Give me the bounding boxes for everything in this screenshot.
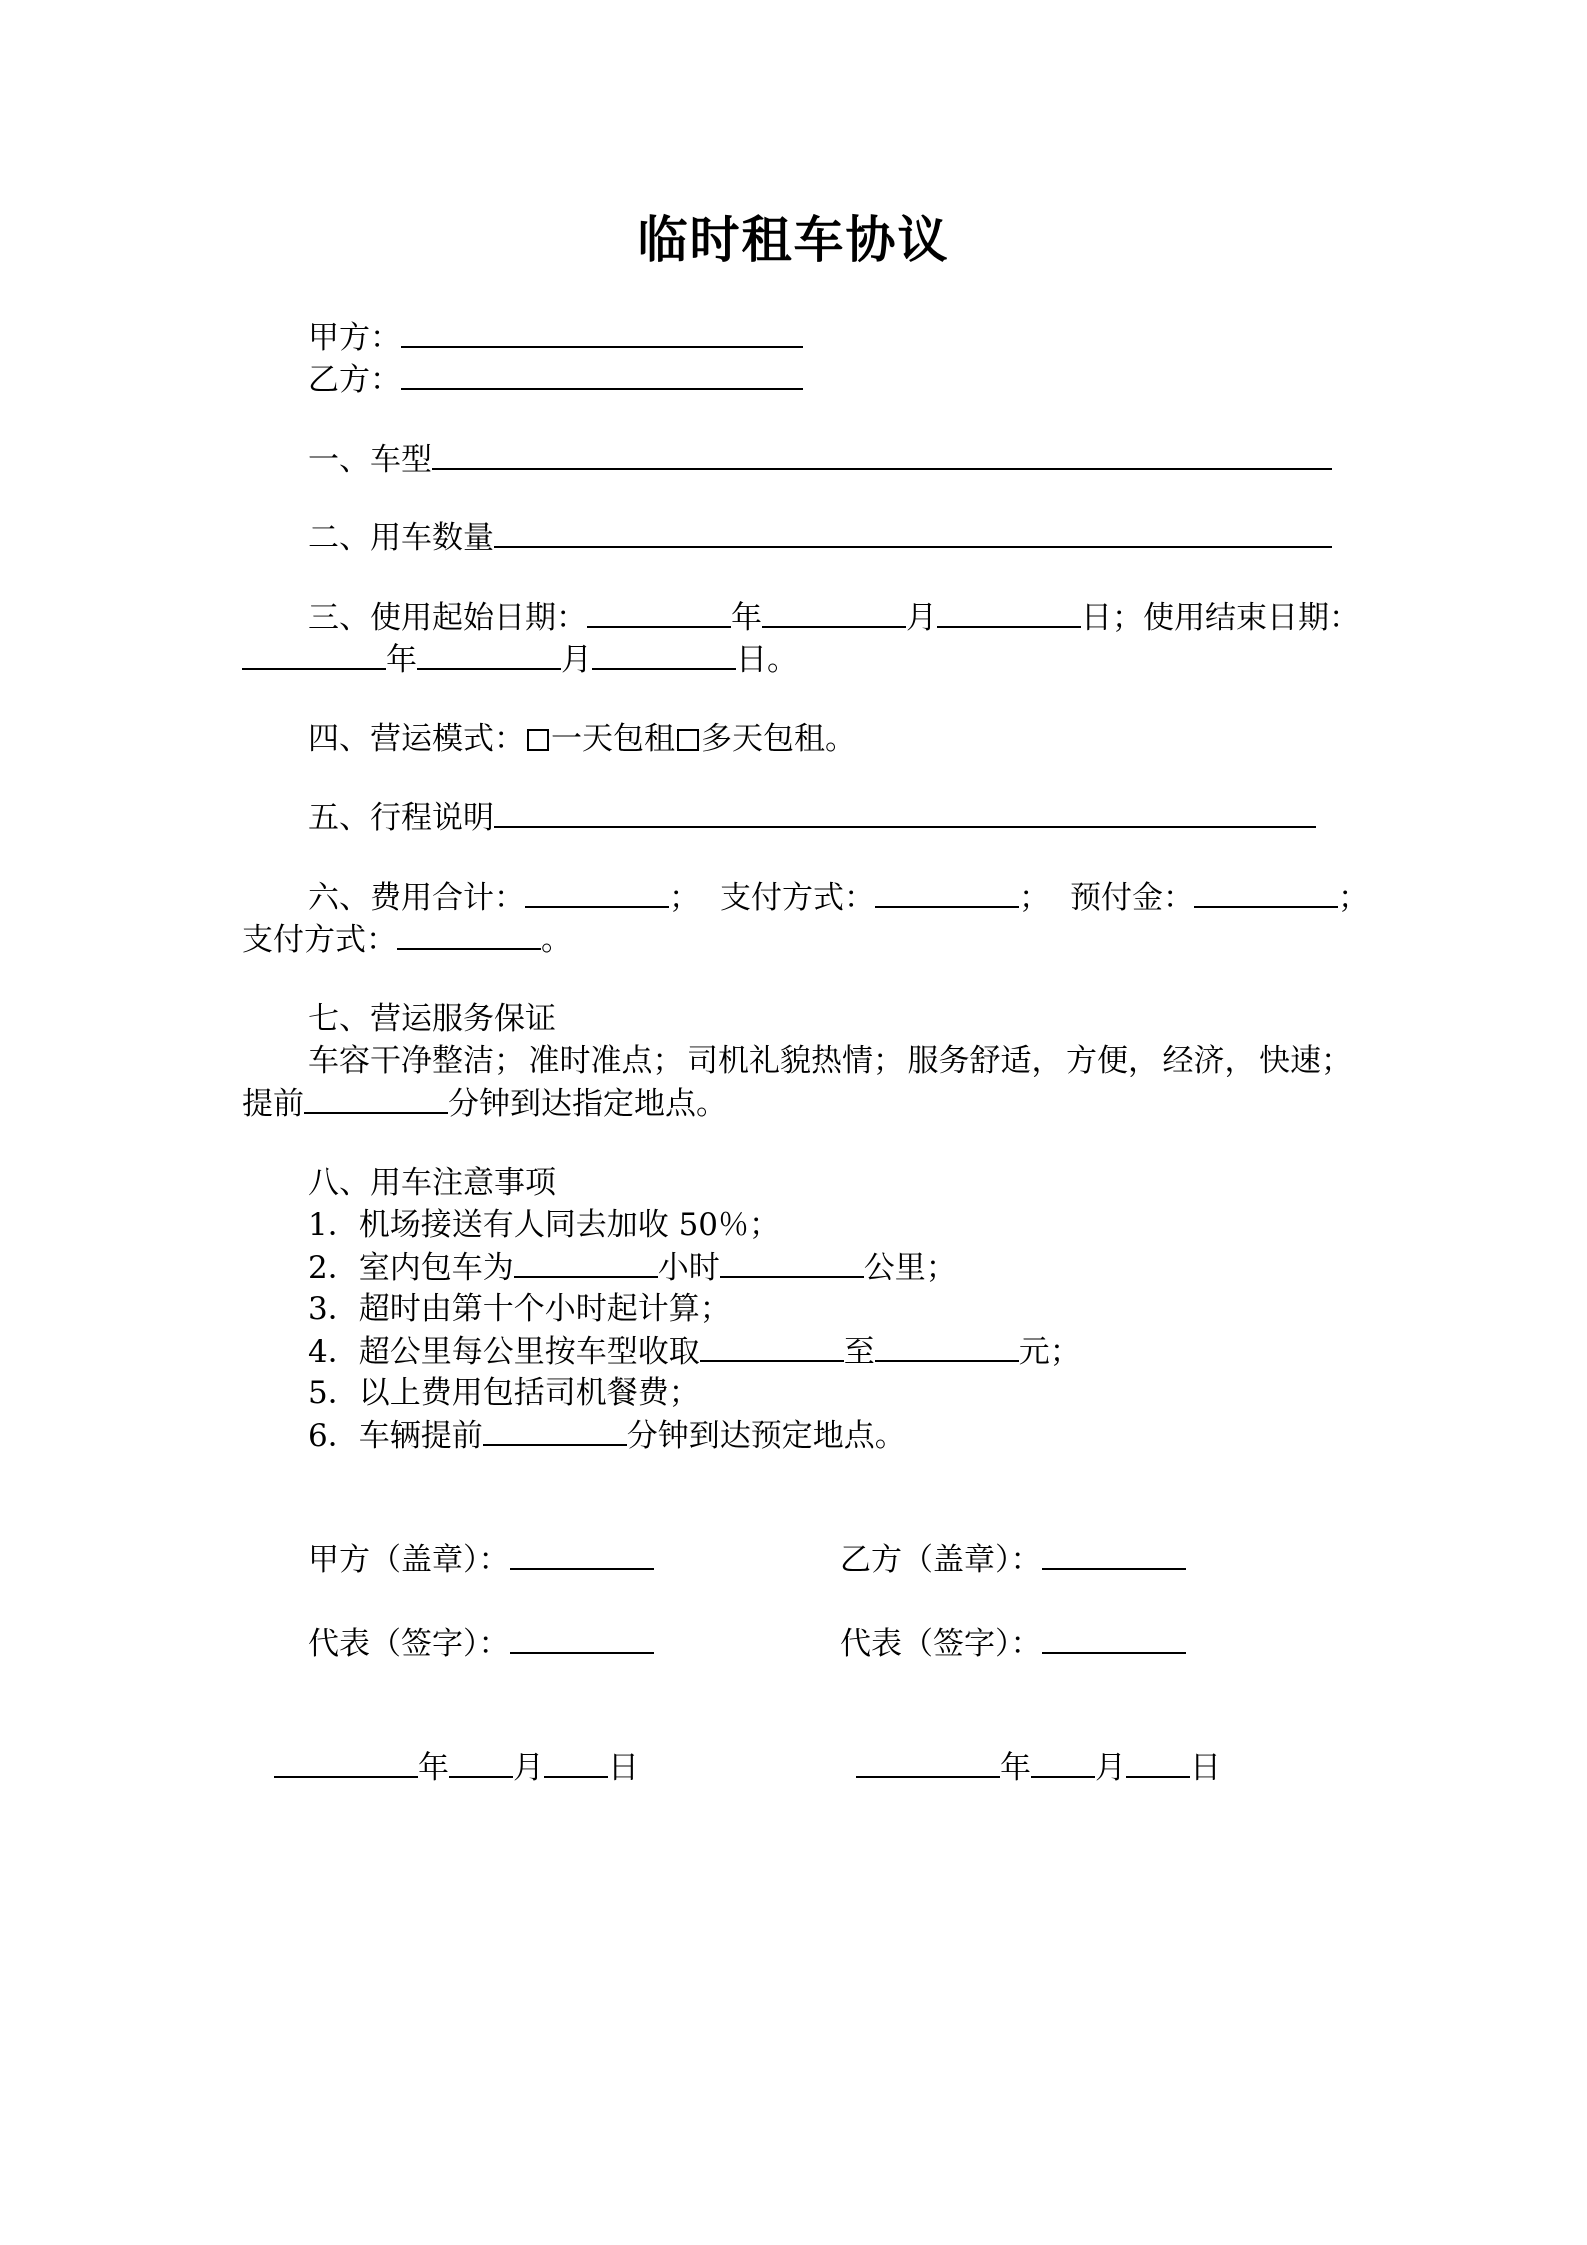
kilometers-blank xyxy=(720,1246,864,1278)
section-vehicle-count xyxy=(308,516,1332,559)
rate-max-blank xyxy=(875,1330,1019,1362)
end-year-blank xyxy=(242,638,386,670)
party-a-rep-blank xyxy=(510,1622,654,1654)
operation-mode-label: 四、营运模式： xyxy=(308,721,525,757)
note-item-3: 3．超时由第十个小时起计算； xyxy=(308,1291,731,1327)
party-b-rep-blank xyxy=(1042,1622,1186,1654)
start-month-blank xyxy=(762,596,906,628)
end-year-label: 年 xyxy=(386,642,417,678)
party-b-month-blank xyxy=(1031,1746,1095,1778)
party-a-blank xyxy=(401,316,803,348)
party-a-seal-blank xyxy=(510,1538,654,1570)
service-item: 准时准点； xyxy=(528,1043,684,1079)
party-b-rep-label: 代表（签字）： xyxy=(840,1626,1042,1662)
end-day-label: 日。 xyxy=(736,642,798,678)
document-title: 临时租车协议 xyxy=(637,211,950,269)
rate-min-blank xyxy=(700,1330,844,1362)
advance-minutes-blank xyxy=(304,1082,448,1114)
section-dates-line2 xyxy=(242,638,798,681)
advance-suffix: 分钟到达指定地点。 xyxy=(448,1086,727,1122)
section-vehicle-count-label: 二、用车数量 xyxy=(308,520,494,556)
end-day-blank xyxy=(592,638,736,670)
arrival-minutes-blank xyxy=(483,1414,627,1446)
checkbox-multi-day[interactable] xyxy=(677,729,699,751)
period: 。 xyxy=(541,922,572,958)
deposit-blank xyxy=(1194,876,1338,908)
fee-total-blank xyxy=(525,876,669,908)
advance-label: 提前 xyxy=(242,1086,304,1122)
itinerary-label: 五、行程说明 xyxy=(308,800,494,836)
party-b-month-label: 月 xyxy=(1095,1750,1126,1786)
vehicle-count-blank xyxy=(494,516,1332,548)
separator: ； xyxy=(669,880,700,916)
party-b-seal-line xyxy=(840,1538,1186,1581)
note-item-1: 1．机场接送有人同去加收 50％； xyxy=(308,1207,781,1243)
party-a-rep-line xyxy=(308,1622,654,1665)
section-operation-mode xyxy=(308,718,856,760)
party-b-seal-label: 乙方（盖章）： xyxy=(840,1542,1042,1578)
party-b-blank xyxy=(401,358,803,390)
party-b-seal-blank xyxy=(1042,1538,1186,1570)
section-fees-line2 xyxy=(242,918,572,961)
deposit-label: 预付金： xyxy=(1070,880,1194,916)
party-a-rep-label: 代表（签字）： xyxy=(308,1626,510,1662)
end-date-label: 日；使用结束日期： xyxy=(1081,600,1360,636)
party-a-date-line xyxy=(274,1746,639,1789)
note-6-prefix: 6．车辆提前 xyxy=(308,1418,483,1454)
note-item-6 xyxy=(308,1414,906,1457)
service-advance-line xyxy=(242,1082,727,1125)
rate-to-label: 至 xyxy=(843,1334,875,1370)
option-multi-day-label: 多天包租。 xyxy=(701,721,856,757)
note-2-prefix: 2．室内包车为 xyxy=(308,1250,514,1286)
party-b-day-label: 日 xyxy=(1190,1750,1221,1786)
end-month-label: 月 xyxy=(561,642,592,678)
section-notes-heading: 八、用车注意事项 xyxy=(308,1165,556,1201)
party-a-line xyxy=(308,316,803,359)
section-fees-line1 xyxy=(308,876,1369,919)
separator: ； xyxy=(1019,880,1050,916)
service-guarantee-items xyxy=(308,1040,1352,1082)
start-year-label: 年 xyxy=(731,600,762,636)
fee-total-label: 六、费用合计： xyxy=(308,880,525,916)
checkbox-one-day[interactable] xyxy=(527,729,549,751)
party-b-day-blank xyxy=(1126,1746,1190,1778)
party-a-year-blank xyxy=(274,1746,418,1778)
party-b-date-line xyxy=(856,1746,1221,1789)
service-item: 快速； xyxy=(1259,1043,1352,1079)
start-date-label: 三、使用起始日期： xyxy=(308,600,587,636)
party-a-label: 甲方： xyxy=(308,320,401,356)
note-item-2 xyxy=(308,1246,957,1289)
start-month-label: 月 xyxy=(906,600,937,636)
note-6-suffix: 分钟到达预定地点。 xyxy=(626,1418,906,1454)
section-itinerary xyxy=(308,796,1316,839)
party-a-seal-line xyxy=(308,1538,654,1581)
itinerary-blank xyxy=(494,796,1316,828)
option-one-day-label: 一天包租 xyxy=(551,721,675,757)
service-item: 司机礼貌热情； xyxy=(687,1043,904,1079)
note-4-prefix: 4．超公里每公里按车型收取 xyxy=(308,1334,700,1370)
section-dates-line1 xyxy=(308,596,1360,639)
separator: ； xyxy=(1338,880,1369,916)
party-a-day-label: 日 xyxy=(608,1750,639,1786)
note-item-5: 5．以上费用包括司机餐费； xyxy=(308,1375,700,1411)
party-a-month-blank xyxy=(449,1746,513,1778)
rate-unit-label: 元； xyxy=(1018,1334,1081,1370)
payment-method-2-blank xyxy=(397,918,541,950)
party-a-year-label: 年 xyxy=(418,1750,449,1786)
service-item: 服务舒适， xyxy=(907,1043,1063,1079)
payment-method-blank xyxy=(875,876,1019,908)
end-month-blank xyxy=(417,638,561,670)
start-year-blank xyxy=(587,596,731,628)
party-a-day-blank xyxy=(544,1746,608,1778)
party-b-line xyxy=(308,358,803,401)
party-b-label: 乙方： xyxy=(308,362,401,398)
service-item: 车容干净整洁； xyxy=(308,1043,525,1079)
kilometers-label: 公里； xyxy=(863,1250,957,1286)
start-day-blank xyxy=(937,596,1081,628)
note-item-4 xyxy=(308,1330,1081,1373)
vehicle-type-blank xyxy=(432,438,1332,470)
party-a-month-label: 月 xyxy=(513,1750,544,1786)
section-vehicle-type xyxy=(308,438,1332,481)
hours-blank xyxy=(514,1246,658,1278)
party-a-seal-label: 甲方（盖章）： xyxy=(308,1542,510,1578)
service-item: 方便， xyxy=(1066,1043,1159,1079)
party-b-rep-line xyxy=(840,1622,1186,1665)
service-item: 经济， xyxy=(1162,1043,1256,1079)
party-b-year-label: 年 xyxy=(1000,1750,1031,1786)
section-service-heading: 七、营运服务保证 xyxy=(308,1001,556,1037)
section-vehicle-type-label: 一、车型 xyxy=(308,442,432,478)
party-b-year-blank xyxy=(856,1746,1000,1778)
payment-method-2-label: 支付方式： xyxy=(242,922,397,958)
hours-label: 小时 xyxy=(657,1250,720,1286)
payment-method-label: 支付方式： xyxy=(720,880,875,916)
